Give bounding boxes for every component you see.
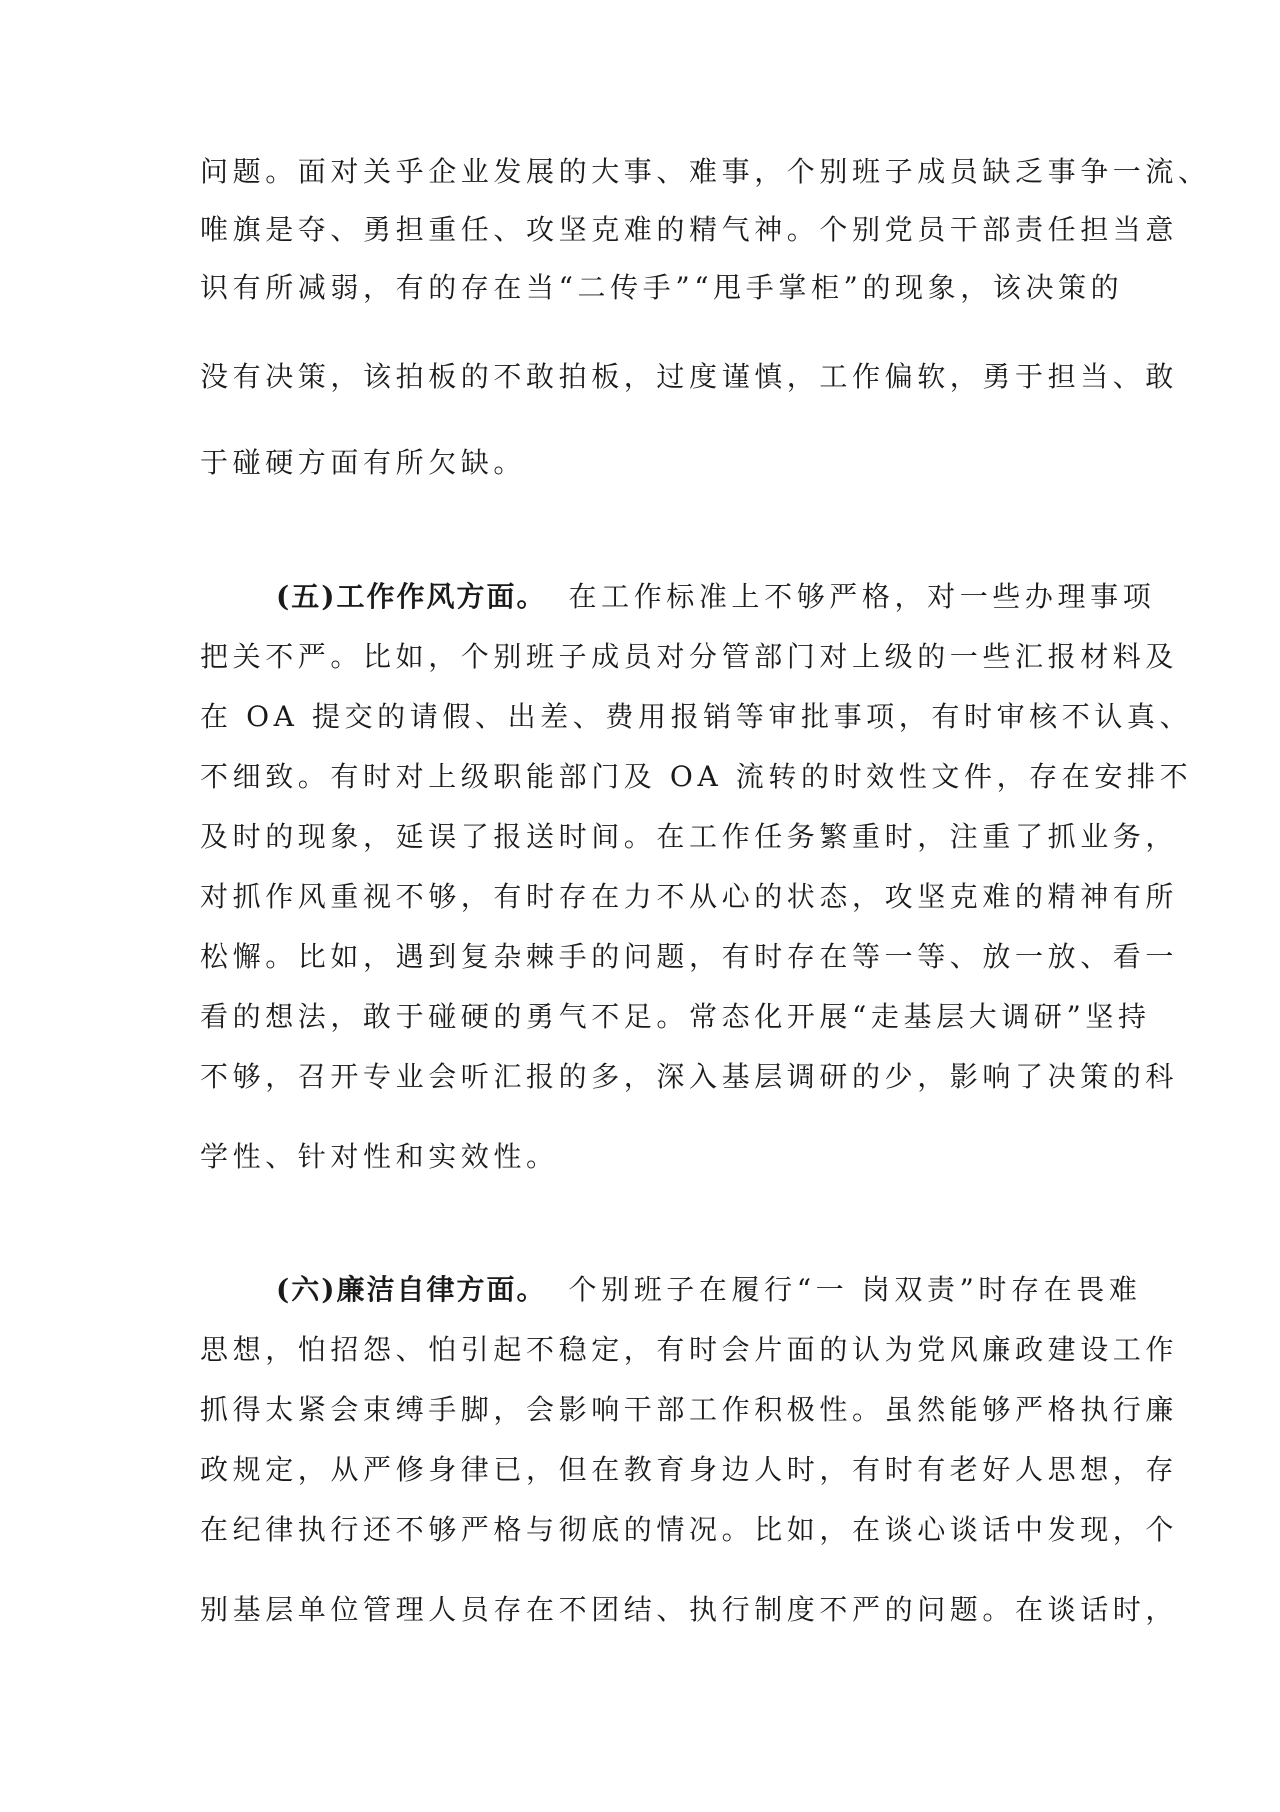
- section-5-line: 学性、针对性和实效性。: [200, 1140, 559, 1173]
- section-5-first-line-text: 在工作标准上不够严格，对一些办理事项: [568, 580, 1156, 613]
- section-5-line: 及时的现象，延误了报送时间。在工作任务繁重时，注重了抓业务，: [200, 820, 1179, 853]
- paragraph-1-line: 没有决策，该拍板的不敢拍板，过度谨慎，工作偏软，勇于担当、敢: [200, 360, 1179, 393]
- section-5-line: 不细致。有时对上级职能部门及 OA 流转的时效性文件，存在安排不: [200, 760, 1193, 793]
- paragraph-1-line: 于碰硬方面有所欠缺。: [200, 446, 527, 479]
- section-5-line: 松懈。比如，遇到复杂棘手的问题，有时存在等一等、放一放、看一: [200, 940, 1179, 973]
- section-6-line: 在纪律执行还不够严格与彻底的情况。比如，在谈心谈话中发现，个: [200, 1513, 1179, 1546]
- section-6-line: 抓得太紧会束缚手脚，会影响干部工作积极性。虽然能够严格执行廉: [200, 1393, 1179, 1426]
- paragraph-1-line: 识有所减弱，有的存在当“二传手”“甩手掌柜”的现象，该决策的: [200, 271, 1124, 304]
- section-6-heading: (六)廉洁自律方面。: [276, 1273, 547, 1306]
- section-5-line: 对抓作风重视不够，有时存在力不从心的状态，攻坚克难的精神有所: [200, 880, 1179, 913]
- section-6-first-line: [276, 1270, 1142, 1310]
- section-6-first-line-text: 个别班子在履行“一 岗双责”时存在畏难: [568, 1273, 1142, 1306]
- section-5-line: 看的想法，敢于碰硬的勇气不足。常态化开展“走基层大调研”坚持: [200, 1000, 1151, 1033]
- paragraph-1-line: 问题。面对关乎企业发展的大事、难事，个别班子成员缺乏事争一流、: [200, 155, 1211, 188]
- section-5-heading: (五)工作作风方面。: [276, 580, 547, 613]
- section-5-line: 在 OA 提交的请假、出差、费用报销等审批事项，有时审核不认真、: [200, 700, 1193, 733]
- section-5-line: 把关不严。比如，个别班子成员对分管部门对上级的一些汇报材料及: [200, 640, 1179, 673]
- paragraph-1-line: 唯旗是夺、勇担重任、攻坚克难的精气神。个别党员干部责任担当意: [200, 213, 1179, 246]
- section-6-line: 别基层单位管理人员存在不团结、执行制度不严的问题。在谈话时，: [200, 1593, 1179, 1626]
- section-6-line: 政规定，从严修身律已，但在教育身边人时，有时有老好人思想，存: [200, 1453, 1179, 1486]
- section-5-line: 不够，召开专业会听汇报的多，深入基层调研的少，影响了决策的科: [200, 1060, 1179, 1093]
- section-6-line: 思想，怕招怨、怕引起不稳定，有时会片面的认为党风廉政建设工作: [200, 1333, 1179, 1366]
- section-5-first-line: [276, 577, 1156, 617]
